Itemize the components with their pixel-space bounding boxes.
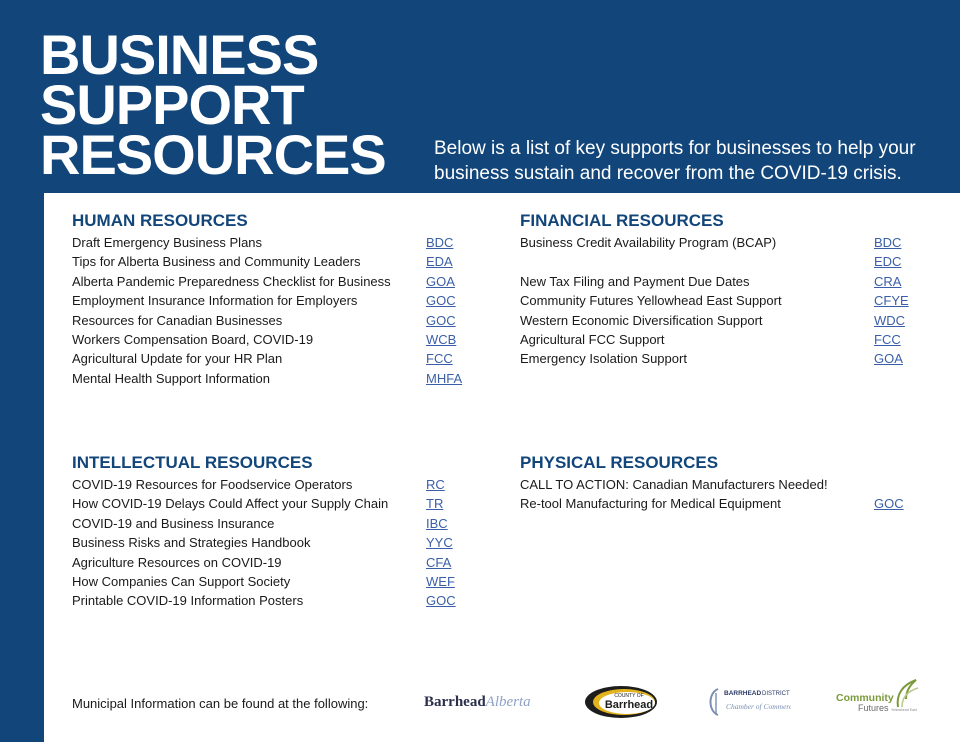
cf-logo-line3: Yellowhead East — [891, 708, 917, 712]
resource-link-eda[interactable]: EDA — [426, 254, 453, 270]
resource-label: Agricultural FCC Support — [520, 331, 665, 347]
footer-text: Municipal Information can be found at the following: — [72, 696, 369, 711]
county-logo-graphic — [584, 685, 659, 719]
town-logo-word: Barrhead — [424, 694, 486, 710]
resource-link-goc[interactable]: GOC — [426, 293, 456, 309]
resource-link-ibc[interactable]: IBC — [426, 515, 448, 531]
resource-label: COVID-19 Resources for Foodservice Operators — [72, 477, 353, 492]
resource-row — [72, 591, 492, 610]
resource-label: Alberta Pandemic Preparedness Checklist for Business — [72, 273, 391, 289]
resource-label: Draft Emergency Business Plans — [72, 235, 263, 250]
resource-label: Tips for Alberta Business and Community Leaders — [72, 254, 361, 270]
county-logo-name: Barrhead — [604, 699, 654, 711]
resource-link-goc[interactable]: GOC — [874, 496, 904, 512]
resource-link-tr[interactable]: TR — [426, 496, 444, 512]
resource-row — [520, 494, 940, 513]
section-physical-resources — [520, 452, 940, 514]
resource-link-rc[interactable]: RC — [426, 477, 445, 492]
resource-row — [72, 514, 492, 533]
resource-label: Resources for Canadian Businesses — [72, 312, 283, 328]
page-subtitle: Below is a list of key supports for businesses to help your business sustain and recover from the COVID-19 crisis. — [434, 138, 916, 184]
resource-row — [520, 291, 940, 310]
resource-row — [72, 494, 492, 513]
chamber-logo-line3: Chamber of Commerce — [726, 702, 791, 711]
chamber-logo-line1: BARRHEAD — [724, 690, 762, 697]
resource-label: Agriculture Resources on COVID-19 — [72, 554, 282, 570]
resource-link-fcc[interactable]: FCC — [426, 351, 453, 367]
resource-label: New Tax Filing and Payment Due Dates — [520, 273, 750, 289]
resource-row — [520, 272, 940, 291]
content-panel — [44, 193, 960, 742]
resource-row — [72, 369, 492, 388]
resource-row — [520, 252, 940, 271]
section-heading: PHYSICAL RESOURCES — [520, 453, 719, 472]
town-of-barrhead-logo[interactable] — [424, 693, 536, 715]
resource-row — [72, 252, 492, 271]
resource-row — [72, 572, 492, 591]
resource-label: Workers Compensation Board, COVID-19 — [72, 331, 314, 347]
title-line-2: SUPPORT — [40, 73, 304, 136]
cf-logo-graphic — [836, 677, 928, 719]
county-logo-small: COUNTY OF — [614, 693, 644, 699]
resource-link-bdc[interactable]: BDC — [874, 235, 902, 250]
resource-link-wef[interactable]: WEF — [426, 573, 455, 589]
resource-label: How Companies Can Support Society — [72, 573, 291, 589]
section-heading: FINANCIAL RESOURCES — [520, 211, 724, 230]
resource-label: Agricultural Update for your HR Plan — [72, 351, 283, 367]
section-human-resources — [72, 210, 492, 388]
county-of-barrhead-logo[interactable] — [584, 685, 659, 719]
resource-row — [520, 475, 940, 494]
resource-link-cfye[interactable]: CFYE — [874, 293, 909, 309]
resource-label: Printable COVID-19 Information Posters — [72, 593, 304, 609]
resource-link-yyc[interactable]: YYC — [426, 535, 453, 551]
resource-row — [72, 291, 492, 310]
resource-row — [72, 553, 492, 572]
section-financial-resources — [520, 210, 940, 369]
resource-row — [72, 233, 492, 252]
resource-row — [520, 233, 940, 252]
resource-label: Business Risks and Strategies Handbook — [72, 535, 311, 551]
chamber-logo-graphic — [706, 685, 791, 719]
resource-row — [520, 349, 940, 368]
resource-row — [520, 330, 940, 349]
section-heading: HUMAN RESOURCES — [72, 211, 248, 230]
resource-label: Business Credit Availability Program (BCAP) — [520, 235, 777, 250]
title-line-1: BUSINESS — [40, 23, 319, 86]
resource-link-goa[interactable]: GOA — [874, 351, 903, 367]
resource-label: CALL TO ACTION: Canadian Manufacturers Needed! — [520, 477, 828, 492]
resource-link-goc[interactable]: GOC — [426, 593, 456, 609]
title-line-3: RESOURCES — [40, 123, 386, 186]
resource-link-goc[interactable]: GOC — [426, 312, 456, 328]
resource-row — [72, 330, 492, 349]
resource-link-goa[interactable]: GOA — [426, 273, 455, 289]
resource-row — [72, 475, 492, 494]
resource-link-cfa[interactable]: CFA — [426, 554, 452, 570]
resource-label: How COVID-19 Delays Could Affect your Supply Chain — [72, 496, 389, 512]
resource-label: Re-tool Manufacturing for Medical Equipment — [520, 496, 781, 512]
community-futures-logo[interactable] — [836, 677, 928, 719]
resource-label: Community Futures Yellowhead East Support — [520, 293, 782, 309]
cf-logo-line1: Community — [836, 692, 894, 704]
resource-label: Emergency Isolation Support — [520, 351, 687, 367]
resource-row — [72, 272, 492, 291]
resource-link-edc[interactable]: EDC — [874, 254, 902, 270]
resource-link-wdc[interactable]: WDC — [874, 312, 906, 328]
resource-label: COVID-19 and Business Insurance — [72, 515, 275, 531]
resource-link-fcc[interactable]: FCC — [874, 331, 901, 347]
cf-logo-line2: Futures — [858, 703, 889, 713]
town-logo-script: Alberta — [485, 694, 531, 710]
resource-link-mhfa[interactable]: MHFA — [426, 370, 463, 386]
resource-row — [72, 533, 492, 552]
chamber-logo-line2: DISTRICT — [762, 691, 790, 697]
resource-row — [520, 311, 940, 330]
resource-label: Western Economic Diversification Support — [520, 312, 763, 328]
resource-row — [72, 349, 492, 368]
resource-row — [72, 311, 492, 330]
resource-label: Employment Insurance Information for Employers — [72, 293, 358, 309]
resource-link-cra[interactable]: CRA — [874, 273, 902, 289]
resource-link-bdc[interactable]: BDC — [426, 235, 454, 250]
section-heading: INTELLECTUAL RESOURCES — [72, 453, 313, 472]
chamber-of-commerce-logo[interactable] — [706, 685, 791, 719]
resource-link-wcb[interactable]: WCB — [426, 331, 457, 347]
section-intellectual-resources — [72, 452, 492, 611]
resource-label: Mental Health Support Information — [72, 370, 270, 386]
page-title — [40, 23, 386, 186]
